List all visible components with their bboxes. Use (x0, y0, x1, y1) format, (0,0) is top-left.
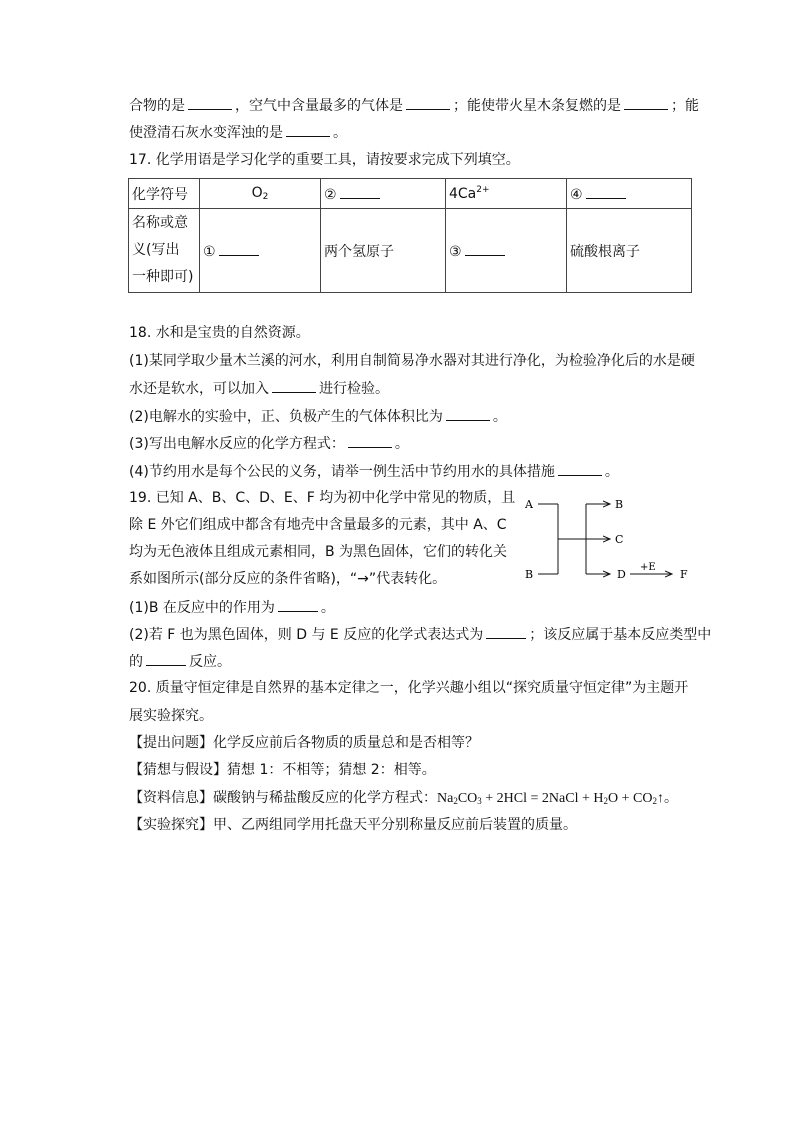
node-b-left: B (525, 568, 534, 581)
q16-text: 合物的是 (129, 98, 185, 114)
answer-blank[interactable] (188, 95, 232, 110)
q20-l1: 20. 质量守恒定律是自然界的基本定律之一，化学兴趣小组以“探究质量守恒定律”为主题开 (129, 680, 689, 696)
q20-l5: 【资料信息】碳酸钠与稀盐酸反应的化学方程式：$Na_2CO_3 + 2HCl$ = 2NaCl + $H_2O$ + $CO_2↑$。 (129, 790, 678, 806)
cell-blank-4[interactable]: ④ (567, 179, 692, 209)
node-c: C (615, 533, 624, 546)
q16-text: ；能使带火星木条复燃的是 (453, 98, 621, 114)
q19-s3: 的 反应。 (129, 651, 231, 672)
reaction-equation: $Na_2CO_3 + 2HCl$ = 2NaCl + $H_2O$ + $CO_2↑$。 (437, 791, 678, 806)
cell-o2: $O_2$ (200, 179, 321, 209)
node-d: D (617, 568, 626, 581)
cell-sulfate-ion: 硫酸根离子 (567, 209, 692, 293)
answer-blank[interactable] (146, 651, 186, 666)
q16-text: 。 (333, 125, 347, 141)
answer-blank[interactable] (272, 378, 316, 393)
q16-text: 使澄清石灰水变浑浊的是 (129, 125, 283, 141)
q19-l3: 均为无色液体且组成元素相同，B 为黑色固体，它们的转化关 (129, 544, 508, 560)
q18-p4: (4)节约用水是每个公民的义务，请举一例生活中节约用水的具体措施 。 (129, 461, 619, 482)
q16-line-2 (129, 122, 347, 143)
q17-title: 17. 化学用语是学习化学的重要工具，请按要求完成下列填空。 (129, 152, 520, 168)
q20-l3: 【提出问题】化学反应前后各物质的质量总和是否相等？ (129, 735, 479, 751)
q19-conversion-diagram (520, 493, 700, 588)
answer-blank[interactable] (486, 624, 526, 639)
q20-l4: 【猜想与假设】猜想 1：不相等；猜想 2：相等。 (129, 762, 436, 778)
answer-blank[interactable] (278, 597, 318, 612)
answer-blank[interactable] (446, 406, 490, 421)
q17-table (128, 178, 692, 293)
q18-p3: (3)写出电解水反应的化学方程式： 。 (129, 433, 409, 454)
q19-s1: (1)B 在反应中的作用为 。 (129, 597, 335, 618)
answer-blank[interactable] (286, 122, 330, 137)
node-b-right: B (615, 498, 624, 511)
answer-blank[interactable] (624, 95, 668, 110)
label-plus-e: +E (640, 562, 656, 573)
q18-p2: (2)电解水的实验中，正、负极产生的气体体积比为 。 (129, 406, 507, 427)
q16-line-1 (129, 95, 699, 116)
answer-blank[interactable] (406, 95, 450, 110)
cell-4ca: $4Ca^{2+}$ (446, 179, 567, 209)
q20-l2: 展实验探究。 (129, 708, 213, 724)
q19-l1: 19. 已知 A、B、C、D、E、F 均为初中化学中常见的物质，且 (129, 490, 516, 506)
q19-l2: 除 E 外它们组成中都含有地壳中含量最多的元素，其中 A、C (129, 517, 507, 533)
node-a: A (525, 498, 533, 511)
row-header-meaning: 名称或意 义(写出 一种即可) (129, 209, 200, 293)
q16-text: ，空气中含量最多的气体是 (235, 98, 403, 114)
cell-blank-3[interactable]: ③ (446, 209, 567, 293)
q16-text: ；能 (671, 98, 699, 114)
q18-title: 18. 水和是宝贵的自然资源。 (129, 325, 310, 341)
q19-s2: (2)若 F 也为黑色固体，则 D 与 E 反应的化学式表达式为 ；该反应属于基本反应类型中 (129, 624, 711, 645)
q19-l4: 系如图所示(部分反应的条件省略)，“→”代表转化。 (129, 571, 447, 587)
q18-p1a: (1)某同学取少量木兰溪的河水，利用自制简易净水器对其进行净化，为检验净化后的水是硬 (129, 353, 695, 369)
row-header-symbol: 化学符号 (129, 179, 200, 209)
cell-blank-2[interactable]: ② (321, 179, 446, 209)
answer-blank[interactable] (348, 433, 392, 448)
node-f: F (680, 568, 688, 581)
q20-l6: 【实验探究】甲、乙两组同学用托盘天平分别称量反应前后装置的质量。 (129, 817, 577, 833)
q18-p1b: 水还是软水，可以加入 进行检验。 (129, 378, 389, 399)
cell-two-h-atoms: 两个氢原子 (321, 209, 446, 293)
answer-blank[interactable] (558, 461, 602, 476)
cell-blank-1[interactable]: ① (200, 209, 321, 293)
